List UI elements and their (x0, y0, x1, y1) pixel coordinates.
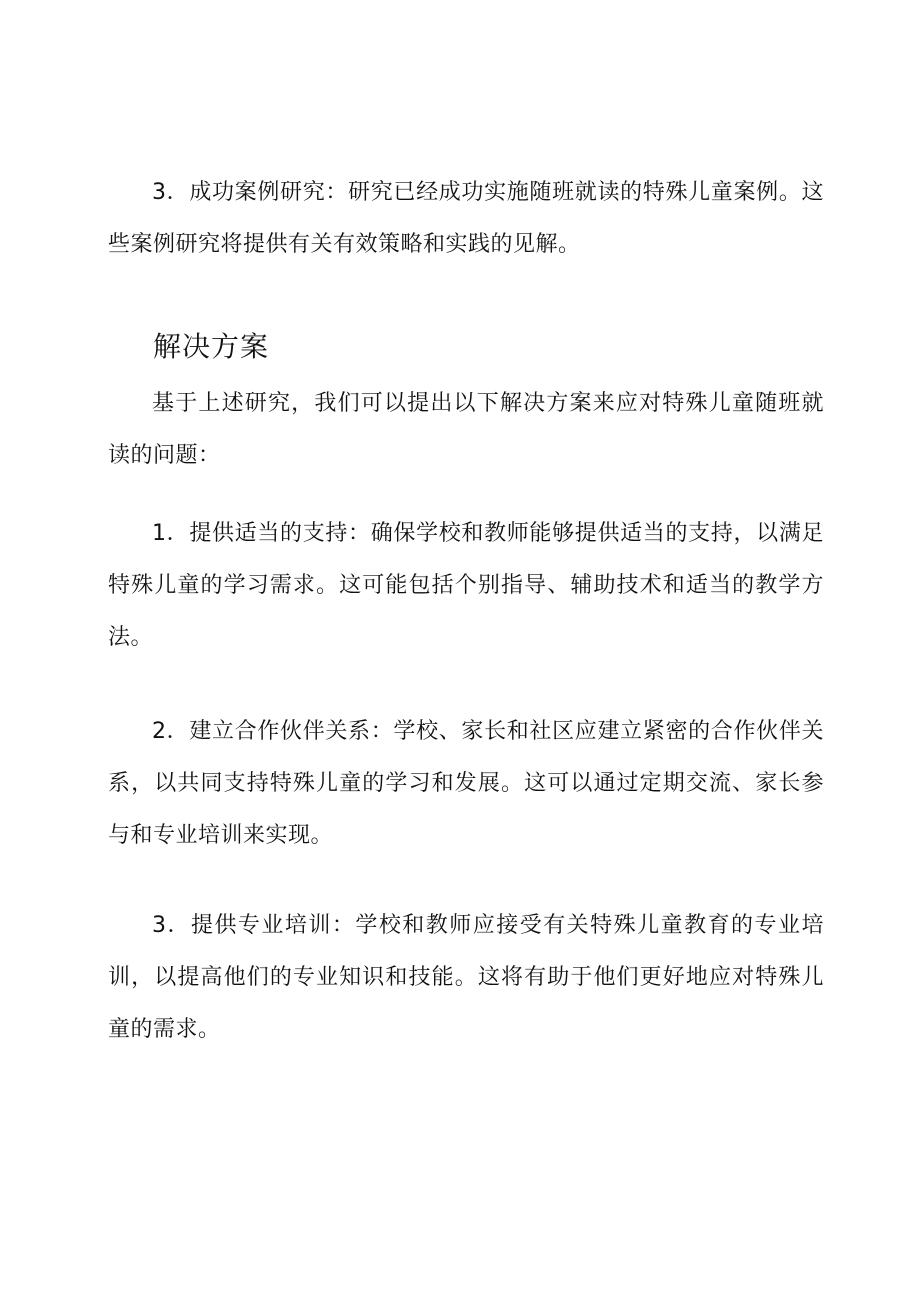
solutions-intro-paragraph: 基于上述研究，我们可以提出以下解决方案来应对特殊儿童随班就读的问题： (108, 391, 824, 468)
case-study-item: 3．成功案例研究：研究已经成功实施随班就读的特殊儿童案例。这些案例研究将提供有关有效策略和实践的见解。 (108, 180, 824, 257)
solution-item-support: 1．提供适当的支持：确保学校和教师能够提供适当的支持，以满足特殊儿童的学习需求。这可能包括个别指导、辅助技术和适当的教学方法。 (108, 521, 824, 650)
solution-item-partnership: 2．建立合作伙伴关系：学校、家长和社区应建立紧密的合作伙伴关系，以共同支持特殊儿童的学习和发展。这可以通过定期交流、家长参与和专业培训来实现。 (108, 719, 824, 848)
solution-item-training: 3．提供专业培训：学校和教师应接受有关特殊儿童教育的专业培训，以提高他们的专业知识和技能。这将有助于他们更好地应对特殊儿童的需求。 (108, 913, 824, 1042)
section-heading-solutions: 解决方案 (153, 330, 270, 363)
